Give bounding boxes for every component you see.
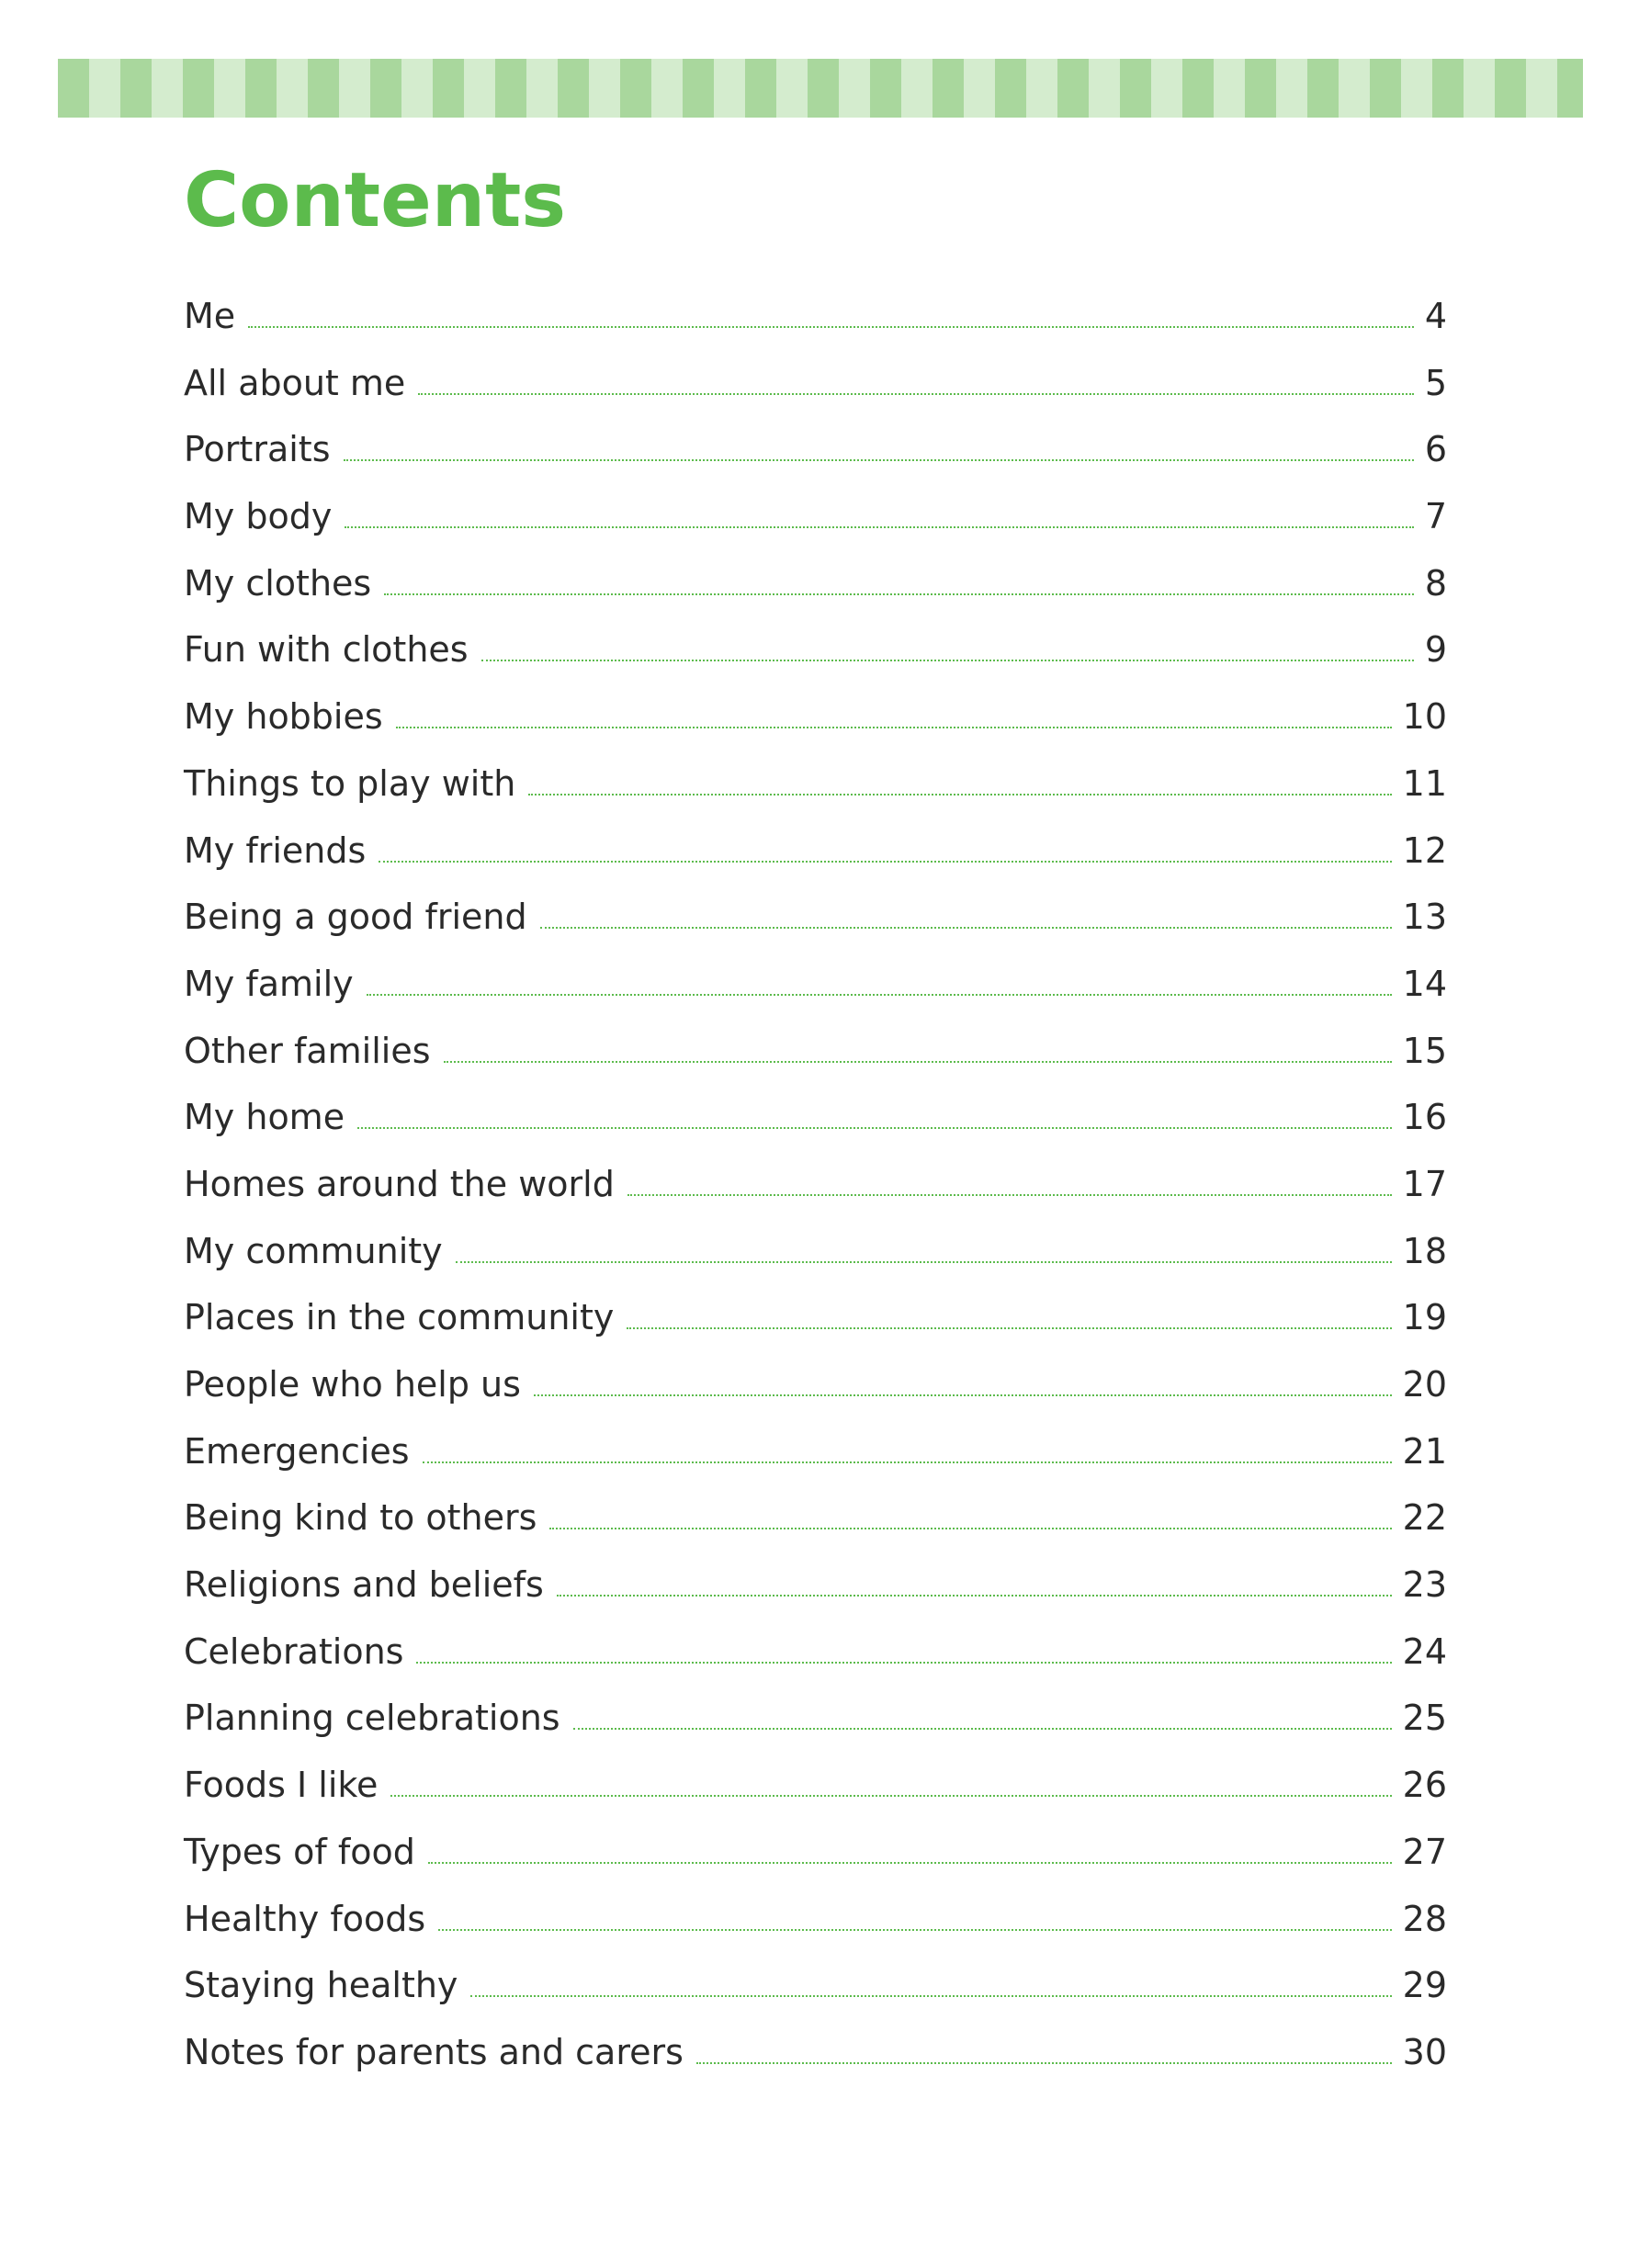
toc-entry <box>184 496 1447 563</box>
toc-entry-title: Types of food <box>184 1831 415 1872</box>
toc-entry-page: 27 <box>1402 1831 1447 1872</box>
decorative-stripe-banner <box>58 59 1583 118</box>
toc-entry <box>184 1631 1447 1698</box>
toc-entry-title: Staying healthy <box>184 1965 458 2006</box>
dotted-leader <box>416 1662 1391 1664</box>
toc-entry <box>184 429 1447 496</box>
toc-entry-page: 19 <box>1402 1297 1447 1338</box>
dotted-leader <box>549 1528 1391 1529</box>
dotted-leader <box>696 2062 1392 2064</box>
dotted-leader <box>438 1929 1391 1931</box>
dotted-leader <box>357 1127 1392 1129</box>
toc-entry <box>184 1031 1447 1098</box>
toc-entry-title: Fun with clothes <box>184 629 469 671</box>
toc-entry-page: 6 <box>1424 429 1447 470</box>
toc-entry-title: Other families <box>184 1030 431 1071</box>
toc-entry-title: My home <box>184 1097 345 1138</box>
toc-entry <box>184 1431 1447 1498</box>
toc-entry-title: My hobbies <box>184 696 383 738</box>
toc-entry-page: 21 <box>1402 1430 1447 1472</box>
toc-entry-page: 20 <box>1402 1364 1447 1405</box>
toc-entry-page: 22 <box>1402 1497 1447 1539</box>
toc-entry-title: My community <box>184 1230 443 1271</box>
toc-entry-page: 4 <box>1424 296 1447 336</box>
toc-entry-page: 11 <box>1402 762 1447 804</box>
toc-entry-page: 9 <box>1424 629 1447 671</box>
table-of-contents <box>184 296 1447 2099</box>
toc-entry-page: 17 <box>1402 1163 1447 1204</box>
toc-entry-page: 25 <box>1402 1698 1447 1739</box>
toc-entry <box>184 1832 1447 1899</box>
toc-entry-title: Healthy foods <box>184 1898 426 1939</box>
dotted-leader <box>627 1327 1391 1329</box>
page-title: Contents <box>184 157 567 244</box>
dotted-leader <box>345 526 1413 528</box>
toc-entry-title: Planning celebrations <box>184 1698 560 1739</box>
toc-entry-page: 28 <box>1402 1898 1447 1939</box>
toc-entry <box>184 1899 1447 1966</box>
dotted-leader <box>428 1862 1392 1864</box>
toc-entry-page: 26 <box>1402 1765 1447 1806</box>
toc-entry <box>184 1765 1447 1832</box>
dotted-leader <box>444 1061 1392 1063</box>
toc-entry <box>184 1097 1447 1164</box>
dotted-leader <box>248 326 1414 328</box>
dotted-leader <box>418 393 1414 395</box>
toc-entry-title: Places in the community <box>184 1297 615 1338</box>
toc-entry-page: 10 <box>1402 696 1447 738</box>
toc-entry-title: My clothes <box>184 562 372 604</box>
toc-entry-title: My body <box>184 496 333 537</box>
toc-entry <box>184 964 1447 1031</box>
toc-entry-title: Foods I like <box>184 1765 379 1806</box>
toc-entry-page: 18 <box>1402 1230 1447 1271</box>
toc-entry-title: Portraits <box>184 429 331 470</box>
toc-entry-title: Emergencies <box>184 1430 410 1472</box>
toc-entry <box>184 897 1447 964</box>
dotted-leader <box>344 459 1414 461</box>
toc-entry-title: Me <box>184 296 236 336</box>
dotted-leader <box>390 1795 1391 1797</box>
dotted-leader <box>456 1261 1392 1263</box>
toc-entry-page: 14 <box>1402 963 1447 1004</box>
toc-entry <box>184 363 1447 430</box>
dotted-leader <box>557 1595 1392 1597</box>
toc-entry <box>184 1965 1447 2032</box>
toc-entry <box>184 1231 1447 1298</box>
dotted-leader <box>573 1728 1392 1730</box>
toc-entry-title: Being kind to others <box>184 1497 537 1539</box>
toc-entry-page: 16 <box>1402 1097 1447 1138</box>
toc-entry-title: My friends <box>184 829 367 871</box>
toc-entry <box>184 296 1447 363</box>
toc-entry-title: Celebrations <box>184 1630 404 1672</box>
toc-entry-page: 23 <box>1402 1564 1447 1606</box>
toc-entry <box>184 1364 1447 1431</box>
toc-entry-title: Being a good friend <box>184 897 527 938</box>
dotted-leader <box>384 593 1414 595</box>
dotted-leader <box>627 1194 1392 1196</box>
toc-entry-page: 8 <box>1424 562 1447 604</box>
toc-entry <box>184 1164 1447 1231</box>
toc-entry <box>184 2032 1447 2099</box>
toc-entry-page: 13 <box>1402 897 1447 938</box>
toc-entry-page: 30 <box>1402 2031 1447 2072</box>
toc-entry <box>184 563 1447 630</box>
toc-entry-title: Homes around the world <box>184 1163 615 1204</box>
toc-entry-page: 24 <box>1402 1630 1447 1672</box>
toc-entry-title: Religions and beliefs <box>184 1564 544 1606</box>
toc-entry <box>184 696 1447 763</box>
toc-entry-title: Notes for parents and carers <box>184 2031 684 2072</box>
toc-entry-title: People who help us <box>184 1364 521 1405</box>
toc-entry-page: 5 <box>1424 362 1447 403</box>
toc-entry-title: All about me <box>184 362 406 403</box>
toc-entry <box>184 763 1447 830</box>
dotted-leader <box>528 794 1391 795</box>
dotted-leader <box>470 1995 1391 1997</box>
dotted-leader <box>396 727 1392 728</box>
dotted-leader <box>481 660 1414 661</box>
dotted-leader <box>379 861 1391 863</box>
toc-entry <box>184 629 1447 696</box>
dotted-leader <box>534 1394 1392 1396</box>
toc-entry-page: 29 <box>1402 1965 1447 2006</box>
toc-entry-page: 7 <box>1424 496 1447 537</box>
toc-entry <box>184 1564 1447 1631</box>
toc-entry-title: My family <box>184 963 354 1004</box>
toc-entry-page: 15 <box>1402 1030 1447 1071</box>
toc-entry-page: 12 <box>1402 829 1447 871</box>
toc-entry <box>184 1497 1447 1564</box>
dotted-leader <box>423 1461 1392 1463</box>
toc-entry <box>184 1297 1447 1364</box>
dotted-leader <box>540 927 1392 929</box>
toc-entry-title: Things to play with <box>184 762 516 804</box>
toc-entry <box>184 830 1447 897</box>
toc-entry <box>184 1698 1447 1765</box>
dotted-leader <box>367 994 1392 996</box>
